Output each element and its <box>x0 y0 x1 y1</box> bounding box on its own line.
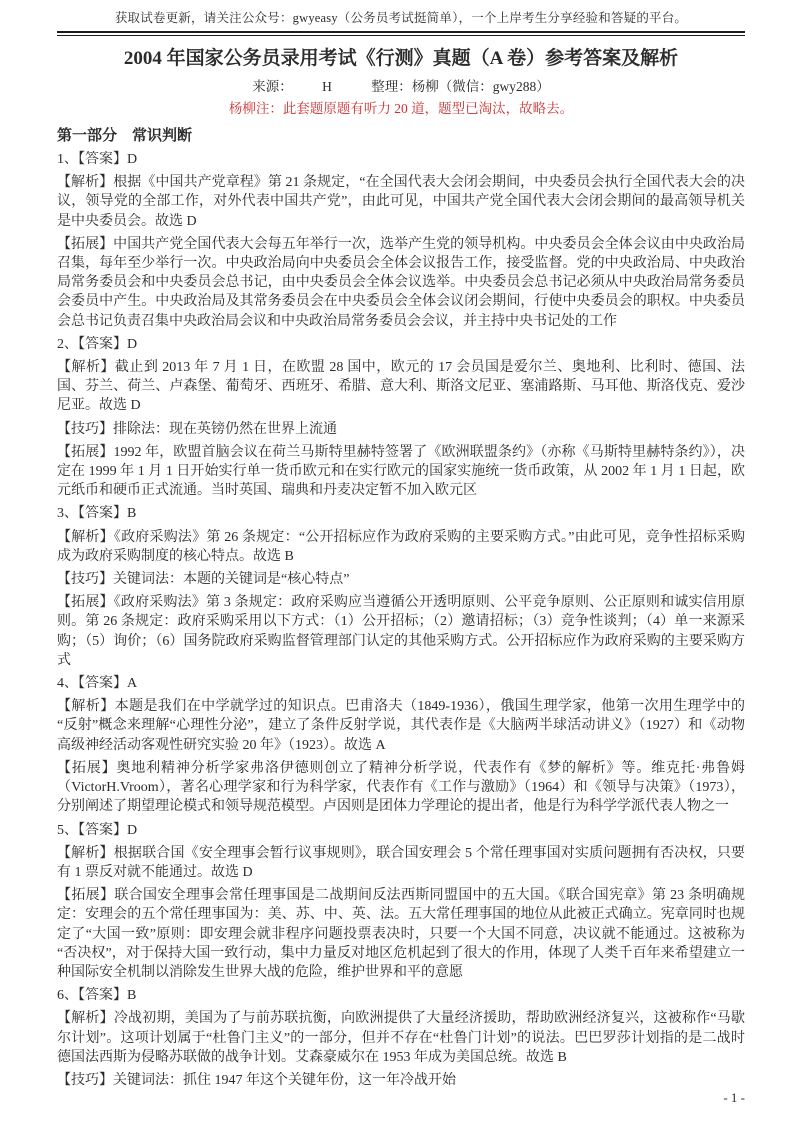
answer-tag: 【答案】 <box>78 152 127 167</box>
explanation-paragraph <box>57 886 745 982</box>
editor-note: 杨柳注：此套题原题有听力 20 道，题型已淘汰，故略去。 <box>228 101 574 116</box>
question-block <box>57 986 745 1090</box>
paragraph-text: 本题是我们在中学就学过的知识点。巴甫洛夫（1849-1936），俄国生理学家，他第一次用生理学中的“反射”概念来理解“心理性分泌”，建立了条件反射学说，其代表作是《大脑两半球活动讲义》（1927）和《动物高级神经活动客观性研究实验 20 年》（1923）。故选 A <box>57 699 745 753</box>
explanation-paragraph <box>57 358 745 416</box>
question-number: 5、 <box>57 822 78 838</box>
explanation-paragraph <box>57 528 745 566</box>
question-number: 1、 <box>57 152 78 167</box>
source-value: H <box>322 79 332 94</box>
question-number: 2、 <box>57 336 78 352</box>
paragraph-tag: 【拓展】 <box>57 888 115 904</box>
source-editor: 整理：杨柳（微信：gwy288） <box>371 79 550 94</box>
paragraph-tag: 【拓展】 <box>57 595 114 611</box>
questions <box>57 150 745 1090</box>
answer-tag: 【答案】 <box>78 336 127 352</box>
answer-letter: D <box>127 822 138 838</box>
paragraph-tag: 【解析】 <box>57 845 114 861</box>
paragraph-tag: 【解析】 <box>57 360 115 376</box>
explanation-paragraph <box>57 593 745 670</box>
question-number: 4、 <box>57 676 78 692</box>
answer-line <box>57 150 745 169</box>
answer-line <box>57 504 745 523</box>
paragraph-text: 《政府采购法》第 3 条规定：政府采购应当遵循公开透明原则、公平竞争原则、公正原则和诚实信用原则。第 26 条规定：政府采购采用以下方式：（1）公开招标；（2）邀请招标；（3）竞争性谈判；（4）单一来源采购；（5）询价；（6）国务院政府采购监督管理部门认定的其他采购方式。公开招标应作为政府采购的主要采购方式 <box>57 595 746 668</box>
source-line <box>57 78 745 96</box>
explanation-paragraph <box>57 173 745 231</box>
answer-line <box>57 674 745 693</box>
paragraph-tag: 【解析】 <box>57 1011 114 1027</box>
question-block <box>57 504 745 670</box>
answer-letter: B <box>127 506 137 522</box>
answer-tag: 【答案】 <box>78 988 127 1004</box>
source-label: 来源： <box>252 79 293 94</box>
question-block <box>57 335 745 501</box>
answer-line <box>57 986 745 1005</box>
question-block <box>57 674 745 816</box>
paragraph-tag: 【技巧】 <box>57 1072 113 1088</box>
explanation-paragraph <box>57 1071 745 1090</box>
paragraph-text: 根据《中国共产党章程》第 21 条规定，“在全国代表大会闭会期间，中央委员会执行全国代表大会的决议，领导党的全部工作，对外代表中国共产党”，由此可见，中国共产党全国代表大会闭会期间的最高领导机关是中央委员会。故选 D <box>57 175 745 229</box>
paragraph-text: 截止到 2013 年 7 月 1 日，在欧盟 28 国中，欧元的 17 会员国是爱尔兰、奥地利、比利时、德国、法国、芬兰、荷兰、卢森堡、葡萄牙、西班牙、希腊、意大利、斯洛文尼亚、塞浦路斯、马耳他、斯洛伐克、爱沙尼亚。故选 D <box>57 360 746 414</box>
paragraph-tag: 【解析】 <box>57 175 114 191</box>
explanation-paragraph <box>57 443 745 501</box>
explanation-paragraph <box>57 759 745 817</box>
question-number: 6、 <box>57 988 78 1004</box>
explanation-paragraph <box>57 420 745 439</box>
explanation-paragraph <box>57 235 745 331</box>
paragraph-tag: 【拓展】 <box>57 444 114 460</box>
paragraph-text: 根据联合国《安全理事会暂行议事规则》，联合国安理会 5 个常任理事国对实质问题拥有否决权，只要有 1 票反对就不能通过。故选 D <box>57 845 746 880</box>
paragraph-text: 排除法：现在英镑仍然在世界上流通 <box>113 421 337 437</box>
question-number: 3、 <box>57 506 78 522</box>
section-title: 第一部分 常识判断 <box>57 128 193 144</box>
explanation-paragraph <box>57 1009 745 1067</box>
paragraph-text: 联合国安全理事会常任理事国是二战期间反法西斯同盟国中的五大国。《联合国宪章》第 23 条明确规定：安理会的五个常任理事国为：美、苏、中、英、法。五大常任理事国的地位从此被正式确立。宪章同时也规定了“大国一致”原则：即安理会就非程序问题投票表决时，只要一个大国不同意，决议就不能通过。这被称为“否决权”，对于保持大国一致行动，集中力量反对地区危机起到了很大的作用，体现了人类千百年来希望建立一种国际安全机制以消除发生世界大战的危险，维护世界和平的意愿 <box>57 888 746 980</box>
explanation-paragraph <box>57 570 745 589</box>
explanation-paragraph <box>57 697 745 755</box>
paragraph-text: 冷战初期，美国为了与前苏联抗衡，向欧洲提供了大量经济援助，帮助欧洲经济复兴，这被称作“马歇尔计划”。这项计划属于“杜鲁门主义”的一部分，但并不存在“杜鲁门计划”的说法。巴巴罗莎计划指的是二战时德国法西斯为侵略苏联做的战争计划。艾森豪威尔在 1953 年成为美国总统。故选 B <box>57 1011 746 1065</box>
paragraph-text: 《政府采购法》第 26 条规定：“公开招标应作为政府采购的主要采购方式。”由此可见，竞争性招标采购成为政府采购制度的核心特点。故选 B <box>57 529 746 564</box>
paragraph-tag: 【拓展】 <box>57 760 117 776</box>
question-block <box>57 821 745 983</box>
paragraph-text: 关键词法：抓住 1947 年这个关键年份，这一年冷战开始 <box>113 1072 456 1088</box>
paragraph-text: 关键词法：本题的关键词是“核心特点” <box>113 572 350 588</box>
answer-line <box>57 335 745 354</box>
paragraph-text: 1992 年，欧盟首脑会议在荷兰马斯特里赫特签署了《欧洲联盟条约》（亦称《马斯特里赫特条约》），决定在 1999 年 1 月 1 日开始实行单一货币欧元和在实行欧元的国家实施统一货币政策，从 2002 年 1 月 1 日起，欧元纸币和硬币正式流通。当时英国、瑞典和丹麦决定暂不加入欧元区 <box>57 444 746 499</box>
answer-letter: A <box>127 676 138 692</box>
paragraph-tag: 【技巧】 <box>57 421 113 437</box>
explanation-paragraph <box>57 844 745 882</box>
paragraph-text: 奥地利精神分析学家弗洛伊德则创立了精神分析学说，代表作有《梦的解析》等。维克托·弗鲁姆（VictorH.Vroom），著名心理学家和行为科学家，代表作有《工作与激励》（1964）和《领导与决策》（1973），分别阐述了期望理论模式和领导规范模型。卢因则是团体力学理论的提出者，他是行为科学学派代表人物之一 <box>57 760 745 815</box>
answer-letter: B <box>127 988 137 1004</box>
paragraph-tag: 【解析】 <box>57 699 115 715</box>
answer-line <box>57 821 745 840</box>
paragraph-tag: 【拓展】 <box>57 236 114 252</box>
page-number: - 1 - <box>723 1090 745 1105</box>
header-notice: 获取试卷更新，请关注公众号：gwyeasy（公务员考试挺简单），一个上岸考生分享经验和答疑的平台。 <box>114 11 688 25</box>
answer-letter: D <box>127 152 138 167</box>
paragraph-tag: 【技巧】 <box>57 572 113 588</box>
question-block <box>57 150 745 331</box>
document-title: 2004 年国家公务员录用考试《行测》真题（A 卷）参考答案及解析 <box>123 48 679 69</box>
answer-tag: 【答案】 <box>78 822 127 838</box>
paragraph-text: 中国共产党全国代表大会每五年举行一次，选举产生党的领导机构。中央委员会全体会议由中央政治局召集，每年至少举行一次。中央政治局向中央委员会全体会议报告工作，接受监督。党的中央政治局、中央政治局常务委员会和中央委员会总书记，由中央委员会全体会议选举。中央委员会总书记必须从中央政治局常务委员会委员中产生。中央政治局及其常务委员会在中央委员会全体会议闭会期间，行使中央委员会的职权。中央委员会总书记负责召集中央政治局会议和中央政治局常务委员会会议，并主持中央书记处的工作 <box>57 236 746 329</box>
answer-tag: 【答案】 <box>78 676 127 692</box>
answer-letter: D <box>127 336 138 352</box>
answer-tag: 【答案】 <box>78 506 127 522</box>
header-double-rule <box>57 31 745 36</box>
paragraph-tag: 【解析】 <box>57 529 114 545</box>
